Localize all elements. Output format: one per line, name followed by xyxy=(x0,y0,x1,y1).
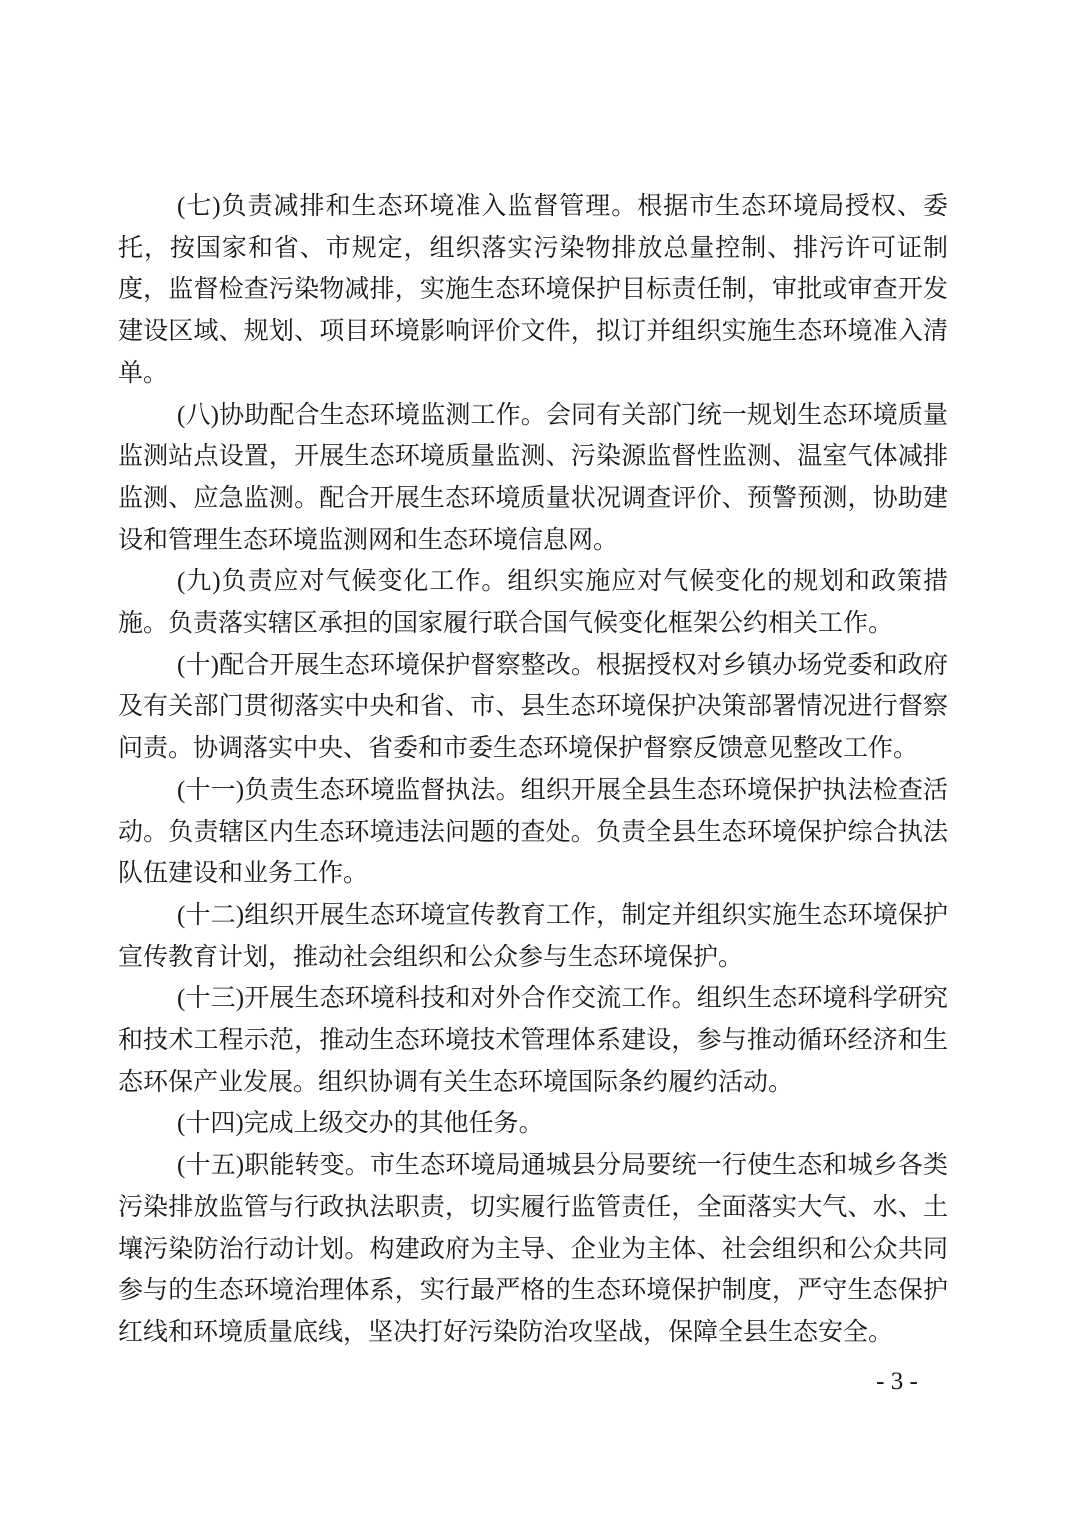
paragraph-item-14: (十四)完成上级交办的其他任务。 xyxy=(177,1110,544,1138)
paragraph-item-15: (十五)职能转变。市生态环境局通城县分局要统一行使生态和城乡各类污染排放监管与行政执法职责，切实履行监管责任，全面落实大气、水、土壤污染防治行动计划。构建政府为主导、企业为主体、社会组织和公众共同参与的生态环境治理体系，实行最严格的生态环境保护制度，严守生态保护红线和环境质量底线，坚决打好污染防治攻坚战，保障全县生态安全。 xyxy=(118,1152,948,1346)
paragraph-item-11: (十一)负责生态环境监督执法。组织开展全县生态环境保护执法检查活动。负责辖区内生态环境违法问题的查处。负责全县生态环境保护综合执法队伍建设和业务工作。 xyxy=(118,776,948,888)
paragraph-item-8: (八)协助配合生态环境监测工作。会同有关部门统一规划生态环境质量监测站点设置，开展生态环境质量监测、污染源监督性监测、温室气体减排监测、应急监测。配合开展生态环境质量状况调查评价、预警预测，协助建设和管理生态环境监测网和生态环境信息网。 xyxy=(118,401,948,554)
document-body xyxy=(118,186,948,1354)
paragraph-item-7: (七)负责减排和生态环境准入监督管理。根据市生态环境局授权、委托，按国家和省、市规定，组织落实污染物排放总量控制、排污许可证制度，监督检查污染物减排，实施生态环境保护目标责任制，审批或审查开发建设区域、规划、项目环境影响评价文件，拟订并组织实施生态环境准入清单。 xyxy=(118,193,948,387)
paragraph-item-10: (十)配合开展生态环境保护督察整改。根据授权对乡镇办场党委和政府及有关部门贯彻落实中央和省、市、县生态环境保护决策部署情况进行督察问责。协调落实中央、省委和市委生态环境保护督察反馈意见整改工作。 xyxy=(118,651,948,763)
page-number: - 3 - xyxy=(876,1368,918,1395)
paragraph-item-9: (九)负责应对气候变化工作。组织实施应对气候变化的规划和政策措施。负责落实辖区承担的国家履行联合国气候变化框架公约相关工作。 xyxy=(118,568,948,638)
paragraph-item-13: (十三)开展生态环境科技和对外合作交流工作。组织生态环境科学研究和技术工程示范，推动生态环境技术管理体系建设，参与推动循环经济和生态环保产业发展。组织协调有关生态环境国际条约履约活动。 xyxy=(118,985,948,1096)
paragraph-item-12: (十二)组织开展生态环境宣传教育工作，制定并组织实施生态环境保护宣传教育计划，推动社会组织和公众参与生态环境保护。 xyxy=(118,901,948,971)
